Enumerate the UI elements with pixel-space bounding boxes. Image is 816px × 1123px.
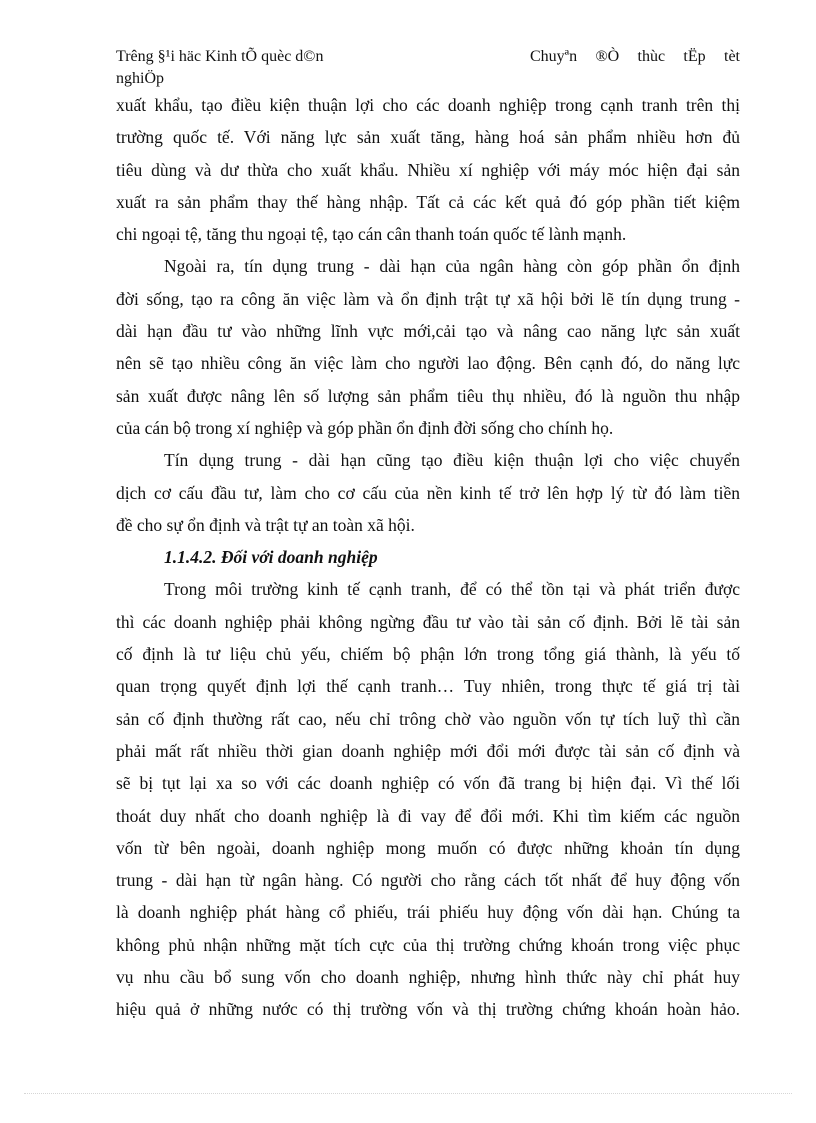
text-line: chi ngoại tệ, tăng thu ngoại tệ, tạo cán cân thanh toán quốc tế lành mạnh. (116, 224, 627, 245)
text-line: thoát duy nhất cho doanh nghiệp là đi vay để đổi mới. Khi tìm kiếm các nguồn (116, 805, 740, 826)
text-line: Ngoài ra, tín dụng trung - dài hạn của ngân hàng còn góp phần ổn định (164, 256, 740, 277)
text-line: nên sẽ tạo nhiều công ăn việc làm cho người lao động. Bên cạnh đó, do năng lực (116, 353, 740, 374)
text-line: quan trọng quyết định lợi thế cạnh tranh… Tuy nhiên, trong thực tế giá trị tài (116, 676, 740, 697)
header-document-type: Chuyªn ®Ò thùc tËp tèt (530, 48, 740, 65)
text-line: của cán bộ trong xí nghiệp và góp phần ổn định đời sống cho chính họ. (116, 417, 614, 438)
page-header-left (116, 46, 406, 90)
text-line: sản xuất được nâng lên số lượng sản phẩm tiêu thụ nhiều, đó là nguồn thu nhập (116, 385, 740, 406)
text-line: xuất khẩu, tạo điều kiện thuận lợi cho các doanh nghiệp trong cạnh tranh trên thị (116, 95, 740, 115)
text-line: dài hạn đầu tư vào những lĩnh vực mới,cải tạo và nâng cao năng lực sản xuất (116, 321, 740, 342)
text-line: tiêu dùng và dư thừa cho xuất khẩu. Nhiều xí nghiệp với máy móc hiện đại sản (116, 159, 740, 180)
text-line: trường quốc tế. Với năng lực sản xuất tăng, hàng hoá sản phẩm nhiều hơn đủ (116, 127, 740, 148)
header-university: Trêng §¹i häc Kinh tÕ quèc d©n (116, 48, 324, 65)
text-line: sẽ bị tụt lại xa so với các doanh nghiệp có vốn đã trang bị hiện đại. Vì thế lối (116, 773, 740, 794)
text-line: dịch cơ cấu đầu tư, làm cho cơ cấu của nền kinh tế trở lên hợp lý từ đó làm tiền (116, 482, 740, 503)
text-line: thì các doanh nghiệp phải không ngừng đầu tư vào tài sản cố định. Bởi lẽ tài sản (116, 611, 740, 632)
text-line: cố định là tư liệu chủ yếu, chiếm bộ phận lớn trong tổng giá thành, là yếu tố (116, 644, 740, 665)
text-line: vốn từ bên ngoài, doanh nghiệp mong muốn có được những khoản tín dụng (116, 837, 740, 858)
text-line: hiệu quả ở những nước có thị trường vốn và thị trường chứng khoán hoàn hảo. (116, 999, 740, 1020)
footer-divider (24, 1093, 792, 1094)
text-line: là doanh nghiệp phát hàng cổ phiếu, trái phiếu huy động vốn dài hạn. Chúng ta (116, 902, 740, 923)
text-line: Trong môi trường kinh tế cạnh tranh, để có thể tồn tại và phát triển được (164, 579, 740, 600)
text-line: đời sống, tạo ra công ăn việc làm và ổn định trật tự xã hội bởi lẽ tín dụng trung - (116, 288, 740, 309)
text-line: không phủ nhận những mặt tích cực của thị trường chứng khoán trong việc phục (116, 934, 740, 955)
text-line: đề cho sự ổn định và trật tự an toàn xã hội. (116, 514, 415, 535)
text-line: Tín dụng trung - dài hạn cũng tạo điều kiện thuận lợi cho việc chuyển (164, 450, 740, 471)
text-line: sản cố định thường rất cao, nếu chỉ trông chờ vào nguồn vốn tự tích luỹ thì cần (116, 708, 740, 729)
header-continuation: nghiÖp (116, 70, 164, 87)
document-body (116, 89, 740, 1026)
section-heading: 1.1.4.2. Đối với doanh nghiệp (164, 547, 378, 568)
text-line: trung - dài hạn từ ngân hàng. Có người cho rằng cách tốt nhất để huy động vốn (116, 870, 740, 891)
text-line: xuất ra sản phẩm thay thế hàng nhập. Tất cả các kết quả đó góp phần tiết kiệm (116, 191, 740, 212)
text-line: phải mất rất nhiều thời gian doanh nghiệp mới đổi mới được tài sản cố định và (116, 740, 740, 761)
text-line: vụ nhu cầu bổ sung vốn cho doanh nghiệp, nhưng hình thức này chỉ phát huy (116, 967, 740, 988)
